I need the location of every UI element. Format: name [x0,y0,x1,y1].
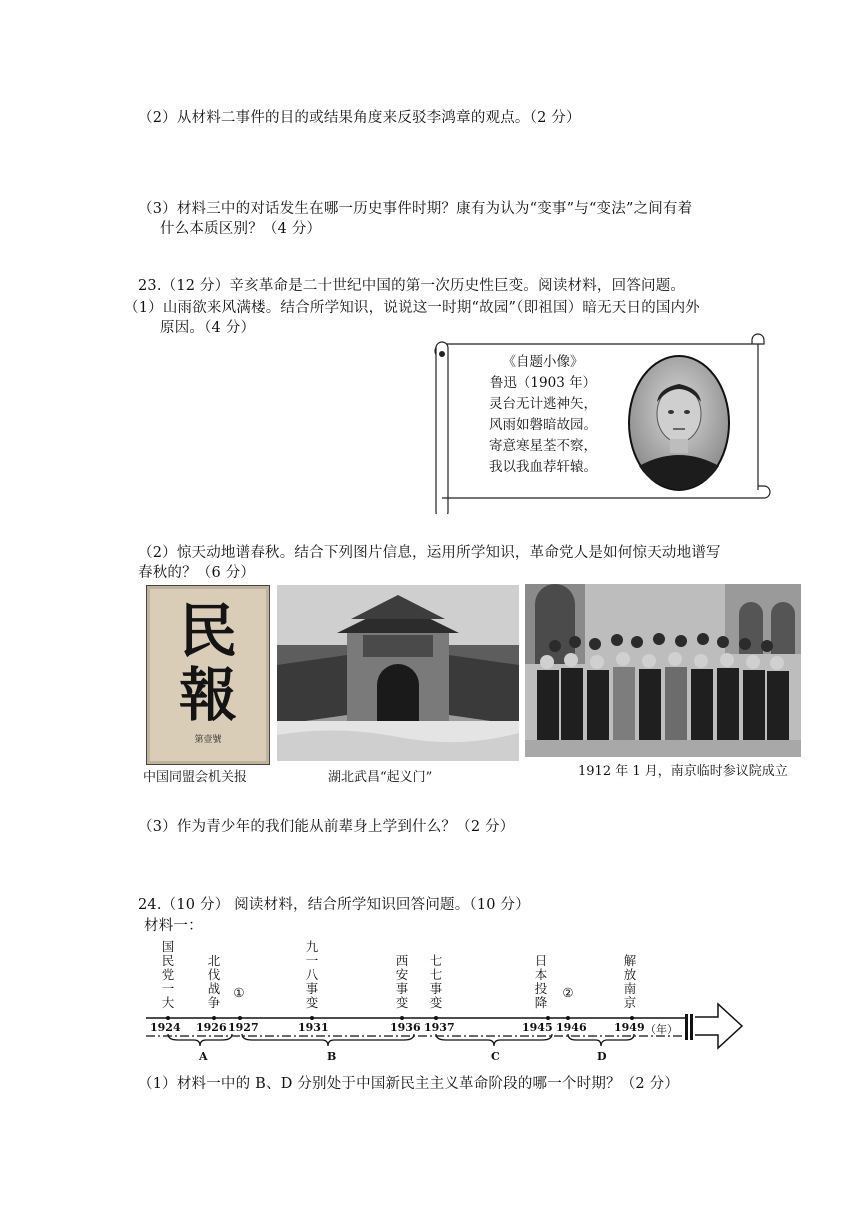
timeline-event-kmt-congress: 国民党一大 [161,939,175,1010]
timeline-year: 1949 [614,1021,645,1034]
question-23-part-1-line-1: （1）山雨欲来风满楼。结合所学知识，说说这一时期“故园”（即祖国）暗无天日的国内外 [124,300,700,316]
poem-line: 我以我血荐轩辕。 [489,459,597,475]
minbao-title-char-2: 報 [178,661,237,729]
caption-nanjing-senate: 1912 年 1 月，南京临时参议院成立 [578,764,788,779]
timeline-event-blank-2: ② [562,985,574,1000]
timeline-event-july-7: 七七事变 [429,953,443,1010]
poem-block [468,352,618,478]
question-23-part-2-line-1: （2）惊天动地谱春秋。结合下列图片信息，运用所学知识，革命党人是如何惊天动地谱写 [138,545,721,561]
material-one-label: 材料一： [144,918,203,934]
timeline-period-c: C [491,1050,500,1063]
question-24-part-1: （1）材料一中的 B、D 分别处于中国新民主主义革命阶段的哪一个时期？（2 分） [138,1076,680,1092]
poem-line: 寄意寒星荃不察， [489,438,597,454]
poem-line: 风雨如磐暗故园。 [489,417,597,433]
timeline-year: 1926 [196,1021,227,1034]
timeline-event-xian: 西安事变 [395,953,409,1010]
timeline-year: 1924 [150,1021,181,1034]
timeline-period-d: D [597,1050,607,1063]
question-22-part-2: （2）从材料二事件的目的或结果角度来反驳李鸿章的观点。（2 分） [138,110,581,126]
minbao-cover-image [146,585,270,765]
timeline-period-a: A [199,1050,208,1063]
timeline-unit: （年） [645,1023,678,1036]
question-23-intro: 23.（12 分）辛亥革命是二十世纪中国的第一次历史性巨变。阅读材料，回答问题。 [138,278,686,294]
question-23-part-1-line-2: 原因。（4 分） [160,320,256,336]
question-23-part-3: （3）作为青少年的我们能从前辈身上学到什么？（2 分） [138,819,515,835]
timeline-year: 1937 [424,1021,455,1034]
question-22-part-3-line-2: 什么本质区别？（4 分） [160,221,322,237]
timeline-event-nanjing-liberation: 解放南京 [623,953,637,1010]
caption-minbao: 中国同盟会机关报 [143,770,248,785]
nanjing-senate-group-photo [525,584,801,757]
timeline-year: 1946 [556,1021,587,1034]
minbao-issue-label: 第壹號 [194,735,222,745]
question-22-part-3-line-1: （3）材料三中的对话发生在哪一历史事件时期？康有为认为“变事”与“变法”之间有着 [138,201,693,217]
question-24-intro: 24.（10 分） 阅读材料，结合所学知识回答问题。（10 分） [138,897,530,913]
poem-line: 灵台无计逃神矢， [489,396,597,412]
timeline-event-blank-1: ① [233,985,245,1000]
lu-xun-portrait [627,354,731,492]
poem-author: 鲁迅（1903 年） [489,375,597,391]
timeline-event-northern-expedition: 北伐战争 [207,953,221,1010]
timeline-year: 1945 [522,1021,553,1034]
timeline-period-b: B [327,1050,337,1063]
poem-title: 《自题小像》 [502,354,584,370]
timeline-year: 1927 [228,1021,259,1034]
timeline-year: 1931 [298,1021,329,1034]
timeline-event-japan-surrender: 日本投降 [534,953,548,1010]
question-23-part-2-line-2: 春秋的？（6 分） [138,565,256,581]
qiyi-gate-photo [277,585,519,761]
timeline-year: 1936 [390,1021,421,1034]
caption-qiyi-gate: 湖北武昌“起义门” [328,770,433,785]
timeline-event-sept-18: 九一八事变 [305,939,319,1010]
minbao-title-char-1: 民 [178,597,237,665]
